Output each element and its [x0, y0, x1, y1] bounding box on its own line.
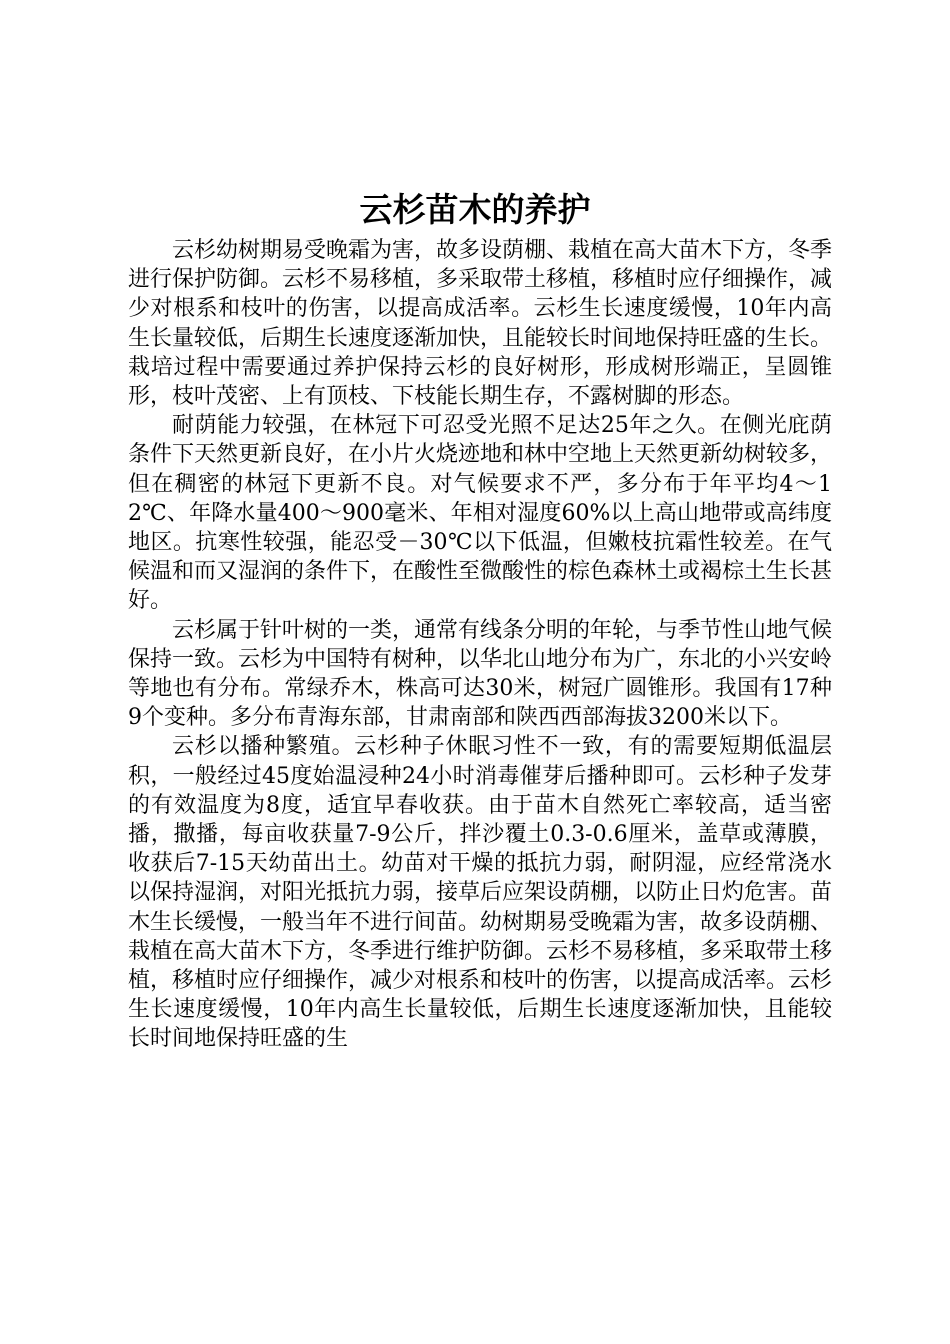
paragraph-4: 云杉以播种繁殖。云杉种子休眠习性不一致，有的需要短期低温层积，一般经过45度始温浸种24小时消毒催芽后播种即可。云杉种子发芽的有效温度为8度，适宜早春收获。由于苗木自然死亡率较高，适当密播，撒播，每亩收获量7-9公斤，拌沙覆土0.3-0.6厘米，盖草或薄膜，收获后7-15天幼苗出土。幼苗对干燥的抵抗力弱，耐阴湿，应经常浇水以保持湿润，对阳光抵抗力弱，接草后应架设荫棚，以防止日灼危害。苗木生长缓慢，一般当年不进行间苗。幼树期易受晚霜为害，故多设荫棚、栽植在高大苗木下方，冬季进行维护防御。云杉不易移植，多采取带土移植，移植时应仔细操作，减少对根系和枝叶的伤害，以提高成活率。云杉生长速度缓慢，10年内高生长量较低，后期生长速度逐渐加快，且能较长时间地保持旺盛的生	[128, 734, 833, 1052]
document-title: 云杉苗木的养护	[359, 190, 591, 229]
paragraph-3: 云杉属于针叶树的一类，通常有线条分明的年轮，与季节性山地气候保持一致。云杉为中国特有树种，以华北山地分布为广，东北的小兴安岭等地也有分布。常绿乔木，株高可达30米，树冠广圆锥形。我国有17种9个变种。多分布青海东部，甘肃南部和陕西西部海拔3200米以下。	[128, 617, 833, 731]
paragraph-2: 耐荫能力较强，在林冠下可忍受光照不足达25年之久。在侧光庇荫条件下天然更新良好，在小片火烧迹地和林中空地上天然更新幼树较多，但在稠密的林冠下更新不良。对气候要求不严，多分布于年平均4～12℃、年降水量400～900毫米、年相对湿度60%以上高山地带或高纬度地区。抗寒性较强，能忍受－30℃以下低温，但嫩枝抗霜性较差。在气候温和而又湿润的条件下，在酸性至微酸性的棕色森林土或褐棕土生长甚好。	[128, 413, 833, 614]
paragraph-1: 云杉幼树期易受晚霜为害，故多设荫棚、栽植在高大苗木下方，冬季进行保护防御。云杉不易移植，多采取带土移植，移植时应仔细操作，减少对根系和枝叶的伤害，以提高成活率。云杉生长速度缓慢，10年内高生长量较低，后期生长速度逐渐加快，且能较长时间地保持旺盛的生长。栽培过程中需要通过养护保持云杉的良好树形，形成树形端正，呈圆锥形，枝叶茂密、上有顶枝、下枝能长期生存，不露树脚的形态。	[128, 238, 833, 410]
document-body	[128, 236, 832, 1054]
